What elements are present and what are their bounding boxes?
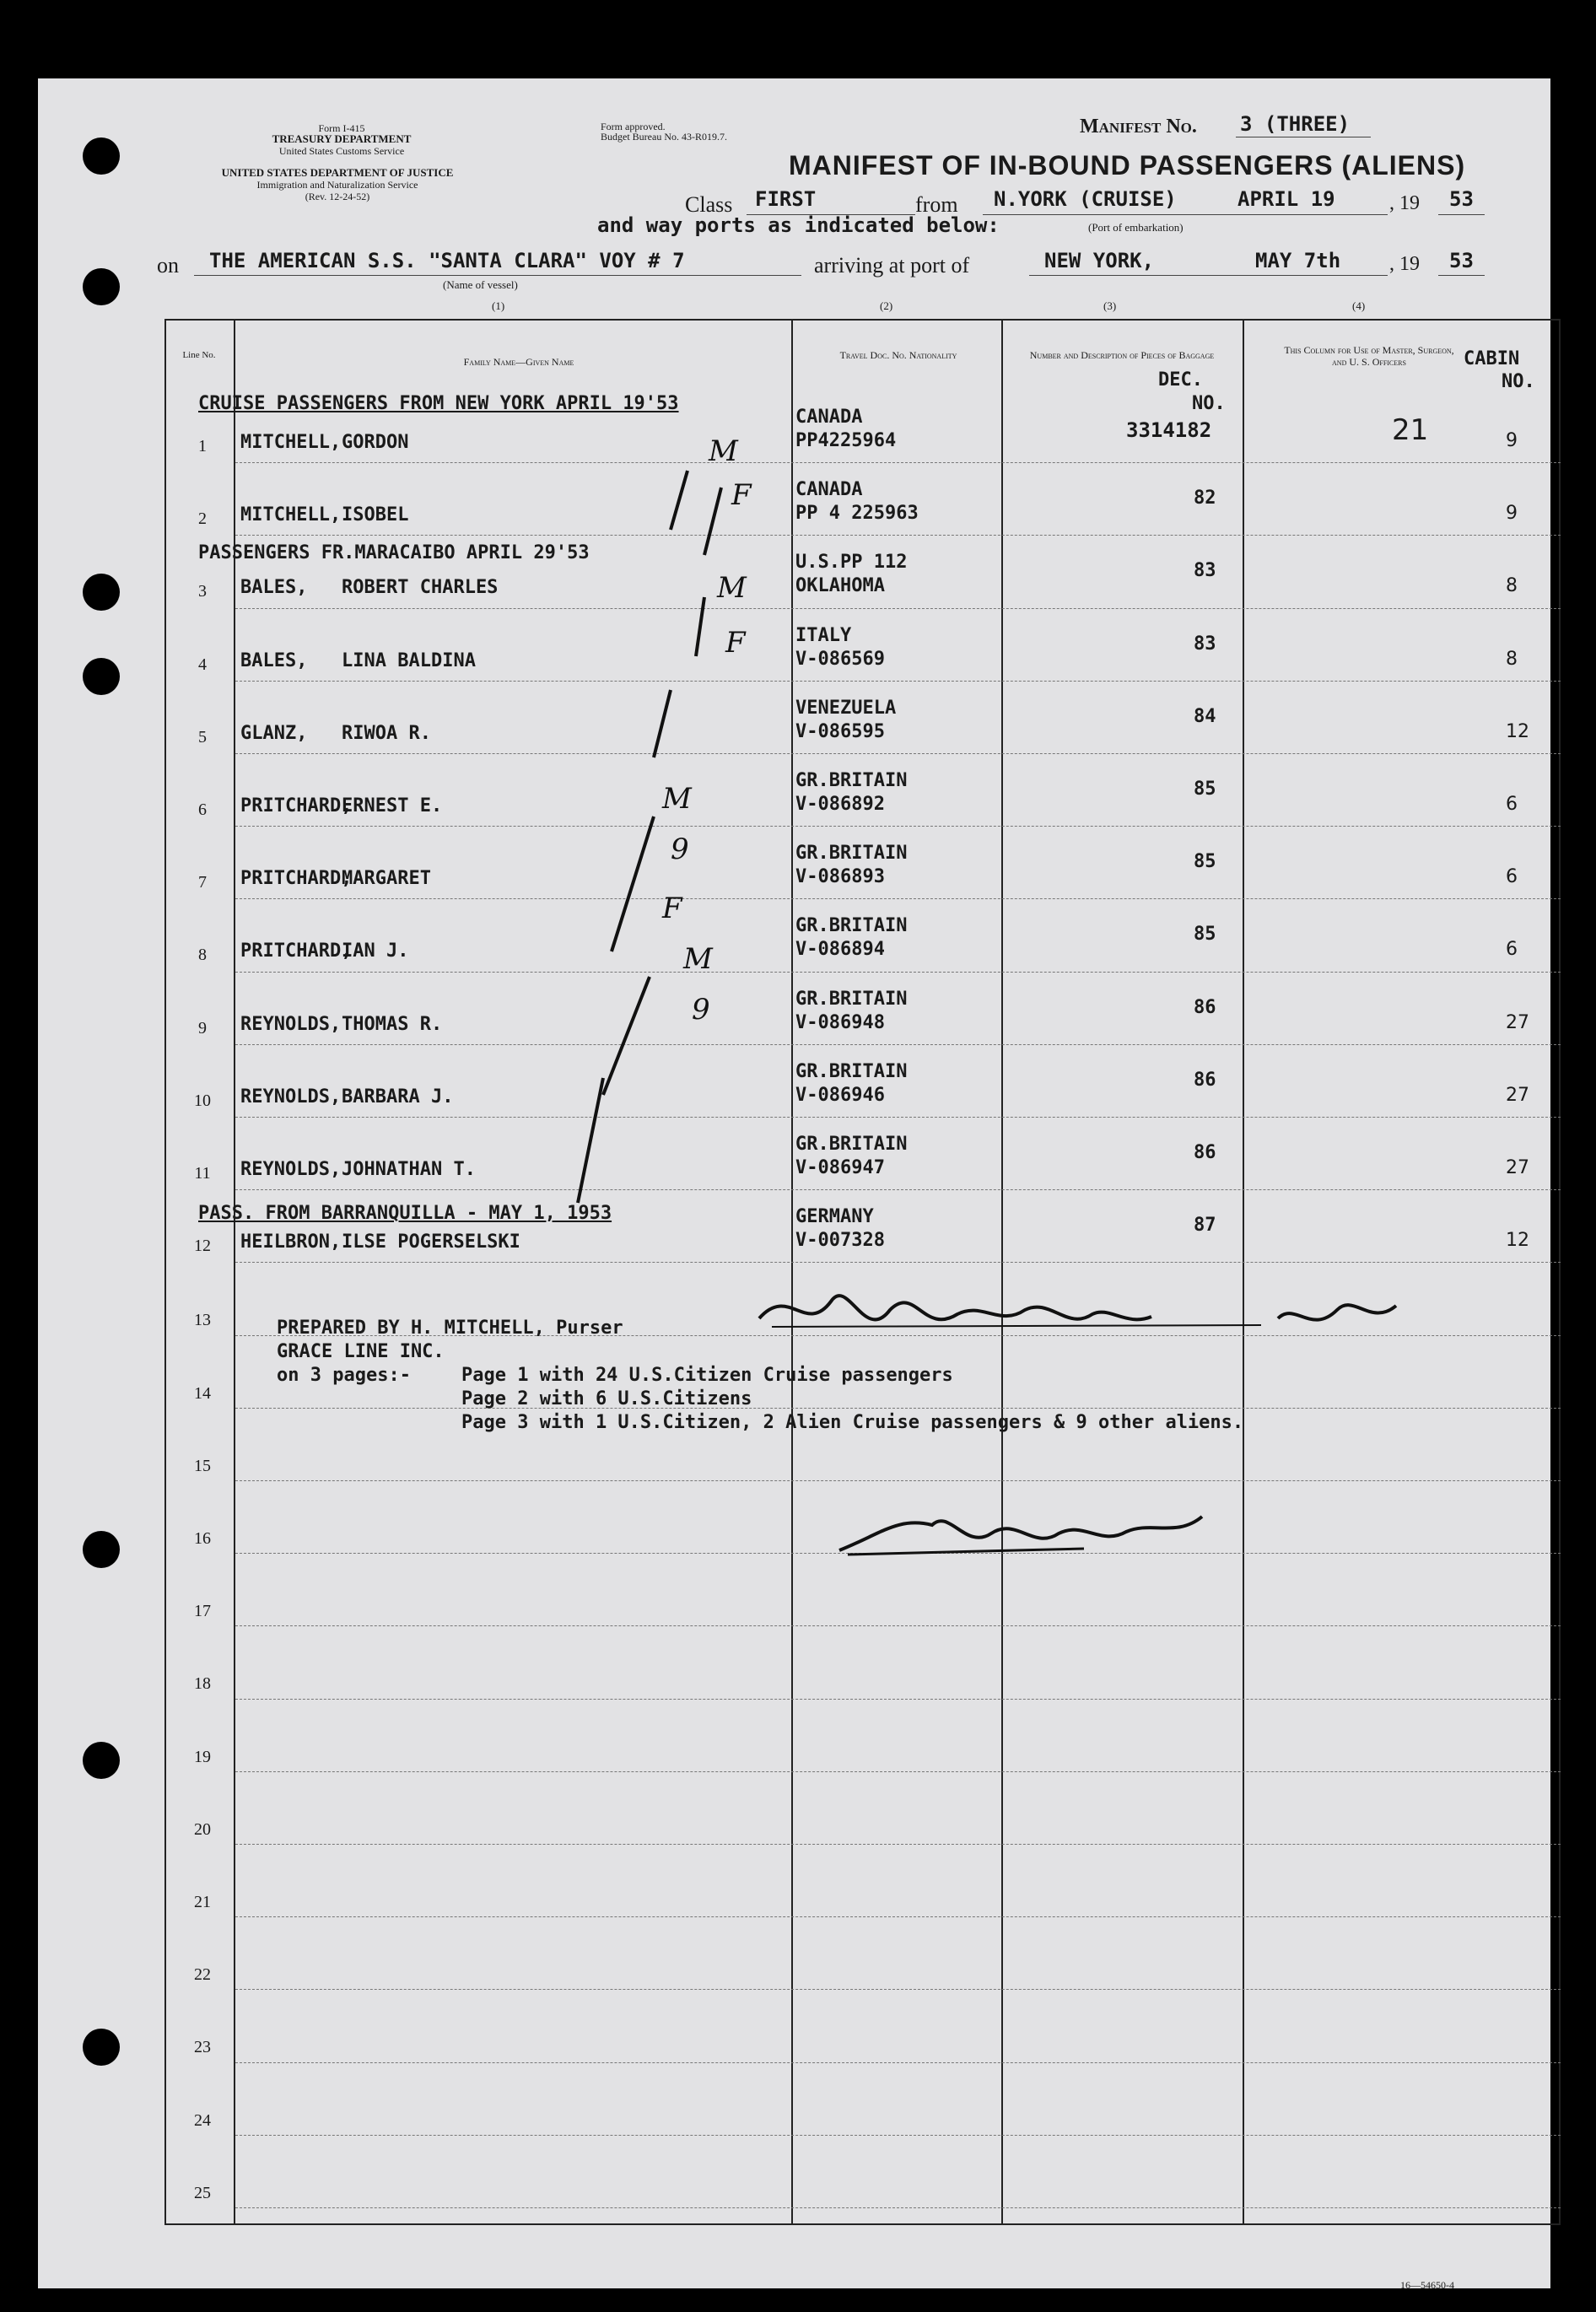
tally-stroke xyxy=(696,597,704,656)
row-divider xyxy=(235,1625,1561,1626)
row-divider xyxy=(235,1699,1561,1700)
travel-doc: V-086893 xyxy=(795,866,885,888)
handwritten-mark: F xyxy=(731,478,752,512)
given-name: ROBERT CHARLES xyxy=(342,577,499,599)
handwritten-mark: M xyxy=(717,571,747,605)
header-travel: Travel Doc. No. Nationality xyxy=(839,349,957,361)
nationality: GR.BRITAIN xyxy=(795,988,908,1010)
line-number: 11 xyxy=(194,1164,211,1183)
line-number: 17 xyxy=(194,1602,211,1621)
class-value: FIRST xyxy=(755,187,817,211)
row-divider xyxy=(235,2207,1561,2208)
cabin-number: 27 xyxy=(1506,1084,1529,1106)
punch-hole xyxy=(83,268,120,305)
row-divider xyxy=(235,1480,1561,1481)
travel-doc: V-086948 xyxy=(795,1011,885,1033)
family-name: BALES, xyxy=(240,649,308,671)
travel-doc: PP 4 225963 xyxy=(795,503,919,525)
family-name: HEILBRON, xyxy=(240,1231,342,1253)
baggage-number: 84 xyxy=(1194,705,1216,727)
punch-hole xyxy=(83,1531,120,1568)
row-divider xyxy=(235,608,1561,609)
nationality: GR.BRITAIN xyxy=(795,1060,908,1082)
tally-stroke xyxy=(603,977,650,1095)
header-officers: This Column for Use of Master, Surgeon, and U. S. Officers xyxy=(1284,344,1454,368)
handwritten-mark: 9 xyxy=(671,833,689,866)
tally-stroke xyxy=(578,1078,603,1203)
family-name: REYNOLDS, xyxy=(240,1013,342,1035)
col-number-1: (1) xyxy=(492,299,505,312)
nationality: ITALY xyxy=(795,624,852,646)
dept-treasury: TREASURY DEPARTMENT xyxy=(272,132,412,145)
dept-justice: UNITED STATES DEPARTMENT OF JUSTICE xyxy=(221,166,454,179)
row-divider xyxy=(235,535,1561,536)
handwritten-mark: 9 xyxy=(692,993,710,1027)
travel-doc: V-086947 xyxy=(795,1157,885,1178)
signature-officer xyxy=(755,1268,1413,1361)
vessel-name: THE AMERICAN S.S. "SANTA CLARA" VOY # 7 xyxy=(209,249,685,272)
tally-stroke xyxy=(612,816,654,951)
given-name: ERNEST E. xyxy=(342,795,443,816)
section-header-cruise: CRUISE PASSENGERS FROM NEW YORK APRIL 19'53 xyxy=(198,393,679,414)
page-title: MANIFEST OF IN-BOUND PASSENGERS (ALIENS) xyxy=(789,150,1466,181)
family-name: REYNOLDS, xyxy=(240,1086,342,1107)
arrival-port: NEW YORK, xyxy=(1044,249,1155,272)
header-no: NO. xyxy=(1192,393,1226,414)
family-name: PRITCHARD, xyxy=(240,940,353,962)
punch-hole xyxy=(83,137,120,175)
line-number: 19 xyxy=(194,1747,211,1766)
cabin-number: 8 xyxy=(1506,648,1518,670)
row-divider xyxy=(235,2135,1561,2136)
nationality: U.S.PP 112 xyxy=(795,552,908,574)
line-number: 18 xyxy=(194,1674,211,1694)
given-name: THOMAS R. xyxy=(342,1013,443,1035)
col-number-2: (2) xyxy=(880,299,893,312)
given-name: IAN J. xyxy=(342,940,409,962)
family-name: MITCHELL, xyxy=(240,504,342,526)
handwritten-mark: F xyxy=(662,892,682,925)
given-name: GORDON xyxy=(342,432,409,453)
line-number: 25 xyxy=(194,2183,211,2202)
nationality: GR.BRITAIN xyxy=(795,843,908,865)
tally-stroke xyxy=(671,471,687,530)
nationality: GR.BRITAIN xyxy=(795,1134,908,1155)
cabin-number: 27 xyxy=(1506,1157,1529,1178)
nationality: GR.BRITAIN xyxy=(795,915,908,937)
baggage-number: 85 xyxy=(1194,779,1216,800)
manifest-table xyxy=(164,319,1561,2225)
handwritten-mark: F xyxy=(725,626,746,660)
punch-hole xyxy=(83,1742,120,1779)
baggage-number: 86 xyxy=(1194,1142,1216,1163)
section-header-maracaibo: PASSENGERS FR.MARACAIBO APRIL 29'53 xyxy=(198,542,590,563)
page3-note: Page 3 with 1 U.S.Citizen, 2 Alien Cruise passengers & 9 other aliens. xyxy=(461,1412,1244,1433)
cabin-number: 9 xyxy=(1506,503,1518,525)
punch-hole xyxy=(83,658,120,695)
col-number-4: (4) xyxy=(1352,299,1366,312)
year-prefix-2: , 19 xyxy=(1389,253,1420,275)
given-name: BARBARA J. xyxy=(342,1086,454,1107)
col-number-3: (3) xyxy=(1103,299,1117,312)
footer-code: 16—54650-4 xyxy=(1400,2279,1454,2291)
line-number: 12 xyxy=(194,1237,211,1256)
row-divider xyxy=(235,1262,1561,1263)
given-name: MARGARET xyxy=(342,868,431,890)
year-1: 53 xyxy=(1449,187,1474,211)
family-name: PRITCHARD, xyxy=(240,795,353,816)
line-number: 9 xyxy=(198,1018,207,1037)
on-label: on xyxy=(157,253,179,278)
cabin-number: 8 xyxy=(1506,575,1518,597)
travel-doc: V-007328 xyxy=(795,1230,885,1252)
manifest-number: 3 (THREE) xyxy=(1240,112,1351,136)
family-name: GLANZ, xyxy=(240,722,308,744)
baggage-number: 83 xyxy=(1194,560,1216,582)
given-name: LINA BALDINA xyxy=(342,649,476,671)
year-2: 53 xyxy=(1449,249,1474,272)
row-divider xyxy=(235,1408,1561,1409)
form-number: Form I-415 xyxy=(318,122,365,134)
line-number: 14 xyxy=(194,1383,211,1403)
company-name: GRACE LINE INC. xyxy=(277,1341,445,1362)
dept-ins: Immigration and Naturalization Service xyxy=(256,179,418,191)
header-line-no: Line No. xyxy=(182,350,216,360)
handwritten-mark: M xyxy=(683,942,713,976)
baggage-number: 83 xyxy=(1194,633,1216,655)
line-number: 7 xyxy=(198,873,207,892)
page2-note: Page 2 with 6 U.S.Citizens xyxy=(461,1388,752,1409)
from-date: APRIL 19 xyxy=(1237,187,1335,211)
cabin-number: 9 xyxy=(1506,430,1518,451)
handwritten-mark: M xyxy=(662,782,692,816)
baggage-number: 86 xyxy=(1194,1069,1216,1091)
baggage-number: 85 xyxy=(1194,924,1216,946)
dec-number: 3314182 xyxy=(1126,418,1212,442)
nationality: GR.BRITAIN xyxy=(795,770,908,791)
row-divider xyxy=(235,1916,1561,1917)
baggage-number: 82 xyxy=(1194,488,1216,509)
nationality: CANADA xyxy=(795,479,863,501)
form-approved: Form approved. xyxy=(601,121,666,132)
punch-hole xyxy=(83,2029,120,2066)
row-divider xyxy=(235,1844,1561,1845)
line-number: 20 xyxy=(194,1819,211,1839)
line-number: 2 xyxy=(198,509,207,529)
line-number: 5 xyxy=(198,727,207,746)
signature-purser xyxy=(831,1500,1219,1576)
from-label: from xyxy=(915,192,958,217)
travel-doc: OKLAHOMA xyxy=(795,575,885,597)
cabin-number: 12 xyxy=(1506,1230,1529,1252)
row-divider xyxy=(235,1989,1561,1990)
arrival-date: MAY 7th xyxy=(1255,249,1341,272)
tally-stroke xyxy=(704,488,721,555)
row-divider xyxy=(235,1044,1561,1045)
port-caption: (Port of embarkation) xyxy=(1088,221,1184,234)
way-ports: and way ports as indicated below: xyxy=(597,213,1000,237)
line-number: 24 xyxy=(194,2110,211,2130)
given-name: ISOBEL xyxy=(342,504,409,526)
dept-customs: United States Customs Service xyxy=(278,145,405,157)
header-baggage: Number and Description of Pieces of Baggage xyxy=(1029,349,1215,361)
family-name: BALES, xyxy=(240,577,308,599)
line-number: 23 xyxy=(194,2038,211,2057)
header-name: Family Name—Given Name xyxy=(463,356,574,368)
prepared-by: PREPARED BY H. MITCHELL, Purser xyxy=(277,1318,623,1339)
line-number: 16 xyxy=(194,1529,211,1548)
line-number: 21 xyxy=(194,1893,211,1911)
cabin-number: 27 xyxy=(1506,1011,1529,1033)
line-number: 13 xyxy=(194,1311,211,1330)
travel-doc: V-086595 xyxy=(795,720,885,742)
header-cabin: CABIN xyxy=(1464,348,1520,369)
given-name: RIWOA R. xyxy=(342,722,431,744)
arriving-label: arriving at port of xyxy=(814,253,970,278)
given-name: JOHNATHAN T. xyxy=(342,1159,476,1180)
nationality: CANADA xyxy=(795,407,863,428)
baggage-number: 86 xyxy=(1194,996,1216,1018)
baggage-number: 87 xyxy=(1194,1215,1216,1237)
line-number: 15 xyxy=(194,1456,211,1475)
tally-stroke xyxy=(654,690,671,757)
travel-doc: V-086892 xyxy=(795,794,885,815)
line-number: 10 xyxy=(194,1091,211,1110)
baggage-number: 85 xyxy=(1194,851,1216,873)
row-divider xyxy=(235,1771,1561,1772)
line-number: 1 xyxy=(198,437,207,455)
family-name: MITCHELL, xyxy=(240,432,342,453)
officer-note: 21 xyxy=(1392,413,1429,447)
row-divider xyxy=(235,1189,1561,1190)
line-number: 4 xyxy=(198,655,207,674)
class-label: Class xyxy=(685,192,733,217)
travel-doc: V-086946 xyxy=(795,1084,885,1106)
row-divider xyxy=(235,2062,1561,2063)
budget-bureau: Budget Bureau No. 43-R019.7. xyxy=(601,131,727,143)
nationality: GERMANY xyxy=(795,1206,874,1228)
row-divider xyxy=(235,753,1561,754)
line-number: 6 xyxy=(198,800,207,819)
line-number: 8 xyxy=(198,946,207,965)
family-name: REYNOLDS, xyxy=(240,1159,342,1180)
handwritten-mark: M xyxy=(709,434,738,468)
cabin-number: 6 xyxy=(1506,939,1518,961)
given-name: ILSE POGERSELSKI xyxy=(342,1231,520,1253)
from-value: N.YORK (CRUISE) xyxy=(994,187,1177,211)
cabin-number: 6 xyxy=(1506,866,1518,888)
form-rev: (Rev. 12-24-52) xyxy=(305,191,370,202)
section-header-barranquilla: PASS. FROM BARRANQUILLA - MAY 1, 1953 xyxy=(198,1203,612,1224)
line-number: 22 xyxy=(194,1965,211,1985)
line-number: 3 xyxy=(198,582,207,601)
manifest-label: Manifest No. xyxy=(1080,116,1197,137)
row-divider xyxy=(235,898,1561,899)
row-divider xyxy=(235,681,1561,682)
travel-doc: V-086569 xyxy=(795,648,885,670)
travel-doc: V-086894 xyxy=(795,939,885,961)
header-dec: DEC. xyxy=(1158,369,1203,391)
cabin-number: 6 xyxy=(1506,794,1518,815)
punch-hole xyxy=(83,574,120,611)
travel-doc: PP4225964 xyxy=(795,430,897,451)
row-divider xyxy=(235,462,1561,463)
vessel-caption: (Name of vessel) xyxy=(443,278,518,291)
row-divider xyxy=(235,1117,1561,1118)
pages-intro: on 3 pages:- xyxy=(277,1365,411,1386)
cabin-number: 12 xyxy=(1506,720,1529,742)
header-cabin-no: NO. xyxy=(1502,371,1535,392)
nationality: VENEZUELA xyxy=(795,697,897,719)
year-prefix-1: , 19 xyxy=(1389,192,1420,214)
page1-note: Page 1 with 24 U.S.Citizen Cruise passengers xyxy=(461,1365,953,1386)
row-divider xyxy=(235,826,1561,827)
family-name: PRITCHARD, xyxy=(240,868,353,890)
row-divider xyxy=(235,972,1561,973)
